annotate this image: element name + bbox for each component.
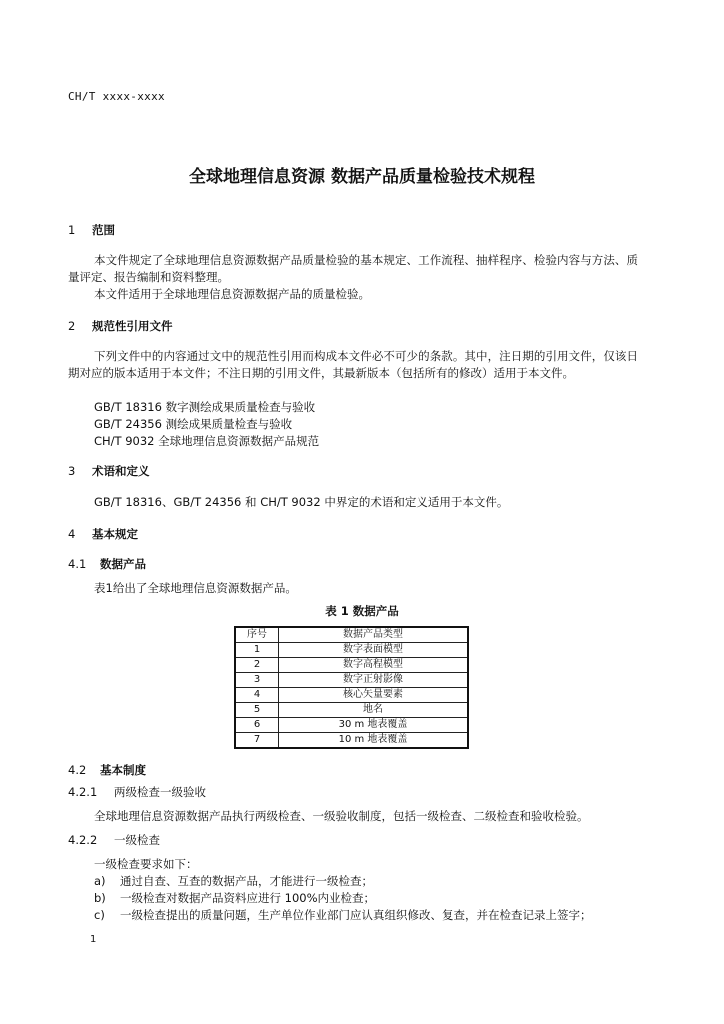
table-cell: 核心矢量要素 — [279, 688, 469, 703]
list-label: c) — [94, 908, 105, 922]
list-text: 一级检查提出的质量问题，生产单位作业部门应认真组织修改、复查，并在检查记录上签字； — [120, 908, 592, 922]
section-4-2-2-paragraph-1: 一级检查要求如下： — [94, 857, 198, 871]
section-number: 2 — [68, 319, 76, 333]
table-row — [235, 733, 468, 749]
list-text: 一级检查对数据产品资料应进行 100%内业检查； — [120, 891, 376, 905]
table-cell: 数字表面模型 — [279, 643, 469, 658]
section-title: 范围 — [92, 223, 115, 237]
section-title: 数据产品 — [100, 557, 146, 571]
section-1-paragraph-2: 本文件适用于全球地理信息资源数据产品的质量检验。 — [94, 287, 370, 301]
section-4-1-heading — [68, 556, 146, 572]
table-cell: 5 — [235, 703, 279, 718]
table-row — [235, 718, 468, 733]
column-header-type: 数据产品类型 — [279, 627, 469, 643]
section-title: 两级检查一级验收 — [114, 785, 206, 799]
table-cell: 4 — [235, 688, 279, 703]
table-cell: 6 — [235, 718, 279, 733]
list-text: 通过自查、互查的数据产品，才能进行一级检查； — [120, 874, 373, 888]
section-number: 4 — [68, 527, 76, 541]
table-cell: 2 — [235, 658, 279, 673]
table-header-row — [235, 627, 468, 643]
section-2-heading — [68, 318, 173, 334]
table-row — [235, 688, 468, 703]
list-item — [68, 890, 375, 906]
data-product-table — [234, 626, 469, 749]
table-cell: 10 m 地表覆盖 — [279, 733, 469, 749]
table-cell: 30 m 地表覆盖 — [279, 718, 469, 733]
table-cell: 数字高程模型 — [279, 658, 469, 673]
section-number: 4.2.2 — [68, 833, 98, 847]
section-title: 一级检查 — [114, 833, 160, 847]
table-cell: 7 — [235, 733, 279, 749]
section-1-heading — [68, 222, 115, 238]
list-label: a) — [94, 874, 106, 888]
section-3-paragraph-1: GB/T 18316、GB/T 24356 和 CH/T 9032 中界定的术语和定义适用于本文件。 — [94, 495, 509, 509]
reference-item: CH/T 9032 全球地理信息资源数据产品规范 — [94, 434, 320, 448]
section-number: 1 — [68, 223, 76, 237]
section-3-heading — [68, 463, 150, 479]
section-4-2-heading — [68, 762, 146, 778]
list-item — [68, 907, 592, 923]
section-4-2-1-heading — [68, 784, 206, 800]
list-item — [68, 873, 373, 889]
table-caption: 表 1 数据产品 — [325, 604, 399, 618]
section-4-2-1-paragraph-1: 全球地理信息资源数据产品执行两级检查、一级验收制度，包括一级检查、二级检查和验收检验。 — [94, 809, 589, 823]
table-cell: 3 — [235, 673, 279, 688]
section-number: 3 — [68, 464, 76, 478]
section-title: 基本规定 — [92, 527, 138, 541]
section-4-1-paragraph-1: 表1给出了全球地理信息资源数据产品。 — [94, 581, 297, 595]
section-2-paragraph-1: 下列文件中的内容通过文中的规范性引用而构成本文件必不可少的条款。其中，注日期的引用文件，仅该日期对应的版本适用于本文件；不注日期的引用文件，其最新版本（包括所有的修改）适用于本文件。 — [68, 349, 638, 380]
page-number: 1 — [90, 934, 97, 945]
column-header-index: 序号 — [235, 627, 279, 643]
section-number: 4.1 — [68, 557, 87, 571]
table-row — [235, 673, 468, 688]
reference-item: GB/T 18316 数字测绘成果质量检查与验收 — [94, 400, 316, 414]
table-row — [235, 658, 468, 673]
table-cell: 1 — [235, 643, 279, 658]
section-4-2-2-heading — [68, 832, 160, 848]
table-cell: 数字正射影像 — [279, 673, 469, 688]
reference-item: GB/T 24356 测绘成果质量检查与验收 — [94, 417, 293, 431]
document-number: CH/T xxxx-xxxx — [68, 90, 165, 103]
table-row — [235, 703, 468, 718]
section-title: 规范性引用文件 — [92, 319, 173, 333]
section-title: 基本制度 — [100, 763, 146, 777]
section-4-heading — [68, 526, 138, 542]
table-row — [235, 643, 468, 658]
list-label: b) — [94, 891, 106, 905]
section-1-paragraph-1: 本文件规定了全球地理信息资源数据产品质量检验的基本规定、工作流程、抽样程序、检验内容与方法、质量评定、报告编制和资料整理。 — [68, 253, 638, 284]
section-number: 4.2.1 — [68, 785, 98, 799]
section-title: 术语和定义 — [92, 464, 150, 478]
document-title: 全球地理信息资源 数据产品质量检验技术规程 — [189, 167, 535, 187]
section-number: 4.2 — [68, 763, 87, 777]
table-cell: 地名 — [279, 703, 469, 718]
